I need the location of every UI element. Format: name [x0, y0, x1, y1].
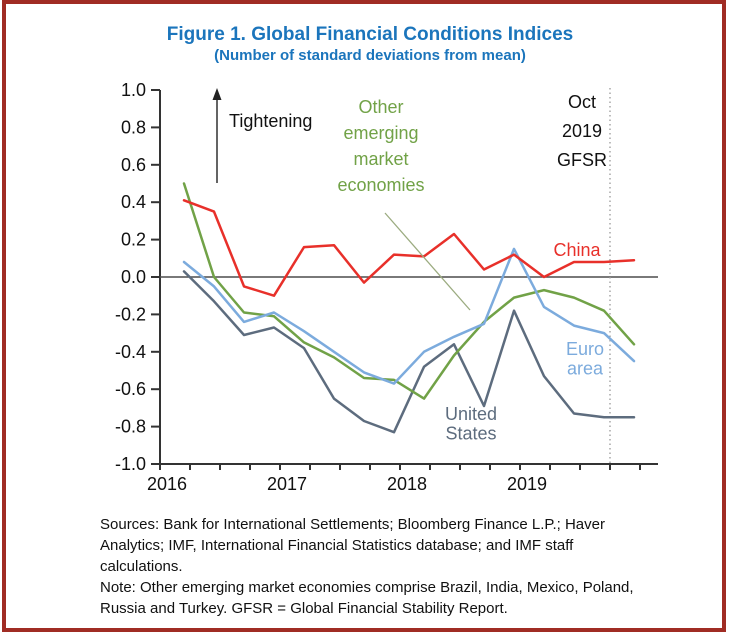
tightening-arrow — [213, 88, 313, 183]
series-label-china — [553, 240, 601, 260]
svg-text:China: China — [553, 240, 601, 260]
gfsr-cutoff-label — [557, 92, 607, 170]
x-tick-label: 2016 — [146, 474, 188, 494]
y-tick-label: 0.6 — [120, 154, 146, 175]
x-tick-label: 2017 — [266, 474, 308, 494]
x-tick-label: 2018 — [386, 474, 428, 494]
y-axis — [115, 80, 160, 474]
y-tick-label: -0.8 — [114, 416, 146, 437]
figure-footnotes — [100, 514, 718, 619]
svg-text:emerging: emerging — [343, 123, 419, 143]
svg-text:Other: Other — [358, 97, 404, 117]
svg-text:2019: 2019 — [561, 121, 603, 141]
y-tick-label: 0.2 — [120, 229, 146, 250]
y-tick-label: -0.4 — [114, 341, 146, 362]
figure-title: Figure 1. Global Financial Conditions Indices — [166, 24, 574, 45]
footer-line: calculations. — [100, 558, 183, 575]
svg-text:Euro: Euro — [565, 339, 605, 359]
tightening-label: Tightening — [229, 111, 313, 131]
series-label-united-states — [445, 404, 497, 444]
series-label-euro-area — [566, 339, 604, 379]
svg-text:market: market — [353, 149, 409, 169]
x-axis — [147, 464, 658, 494]
y-tick-label: 0.4 — [120, 192, 146, 213]
figure-subtitle: (Number of standard deviations from mean) — [214, 47, 526, 64]
footer-line: Sources: Bank for International Settlements; Bloomberg Finance L.P.; Haver — [100, 516, 605, 533]
annotation-pointer-line — [385, 213, 470, 310]
svg-text:economies: economies — [337, 175, 425, 195]
footer-line: Analytics; IMF, International Financial Statistics database; and IMF staff — [100, 537, 574, 554]
footer-line: Note: Other emerging market economies comprise Brazil, India, Mexico, Poland, — [100, 579, 634, 596]
svg-text:area: area — [566, 358, 604, 379]
footer-line: Russia and Turkey. GFSR = Global Financial Stability Report. — [100, 600, 508, 617]
svg-text:United: United — [444, 404, 498, 424]
y-tick-label: 1.0 — [120, 80, 146, 100]
y-tick-label: -0.2 — [114, 304, 146, 325]
y-tick-label: 0.8 — [120, 117, 146, 138]
y-tick-label: -0.6 — [114, 379, 146, 400]
svg-text:GFSR: GFSR — [556, 150, 608, 170]
x-tick-label: 2019 — [506, 474, 548, 494]
svg-text:States: States — [445, 423, 497, 444]
y-tick-label: -1.0 — [114, 454, 146, 474]
svg-text:Oct: Oct — [567, 92, 597, 112]
series-label-other-emerging-market-economies — [337, 97, 424, 195]
y-tick-label: 0.0 — [120, 267, 146, 287]
